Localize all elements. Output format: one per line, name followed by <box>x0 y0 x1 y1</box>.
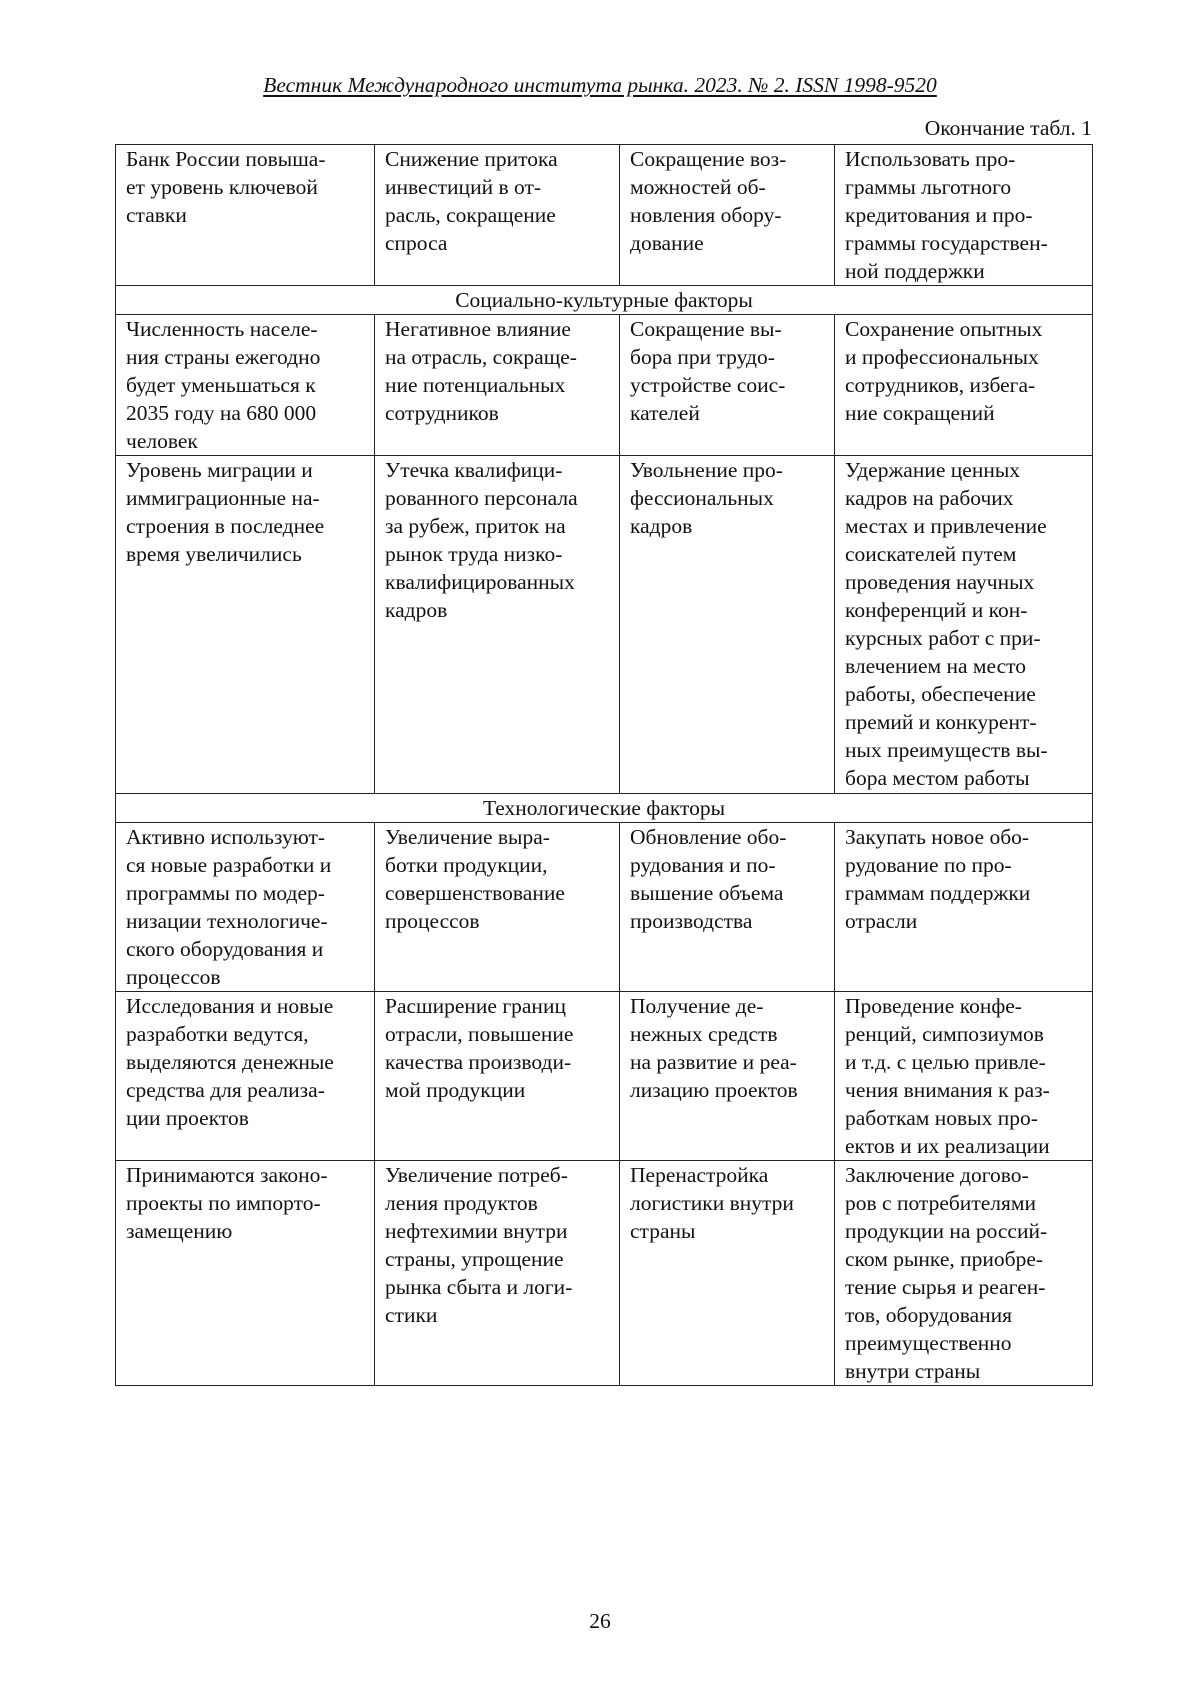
table-cell <box>620 315 835 456</box>
cell-text: Уровень миграции и иммиграционные на- строения в последнее время увеличились <box>126 458 325 566</box>
table-cell <box>835 1161 1093 1386</box>
section-row <box>116 794 1093 823</box>
cell-text: Сохранение опытных и профессиональных сотрудников, избега- ние сокращений <box>845 317 1043 425</box>
cell-text: Заключение догово- ров с потребителями продукции на россий- ском рынке, приобре- тение сырья и реаген- тов, оборудования преимущественно внутри страны <box>845 1163 1048 1383</box>
cell-text: Удержание ценных кадров на рабочих местах и привлечение соискателей путем проведения научных конференций и кон- курсных работ с при- влечением на место работы, обеспечение премий и конкурент- ных преимуществ вы- бора местом работы <box>845 458 1048 790</box>
cell-text: Перенастройка логистики внутри страны <box>630 1163 794 1243</box>
cell-text: Исследования и новые разработки ведутся, выделяются денежные средства для реализа- ции проектов <box>126 994 334 1130</box>
cell-text: Банк России повыша- ет уровень ключевой ставки <box>126 147 326 227</box>
table-cell <box>835 992 1093 1161</box>
table-cell <box>116 315 375 456</box>
cell-text: Увеличение выра- ботки продукции, совершенствование процессов <box>385 825 565 933</box>
table-cell <box>375 823 620 992</box>
cell-text: Увеличение потреб- ления продуктов нефтехимии внутри страны, упрощение рынка сбыта и логи- стики <box>385 1163 573 1327</box>
page-number: 26 <box>589 1609 611 1633</box>
cell-text: Снижение притока инвестиций в от- расль, сокращение спроса <box>385 147 558 255</box>
table-cell <box>620 456 835 794</box>
table-cell <box>116 145 375 286</box>
cell-text: Сокращение воз- можностей об- новления обору- дование <box>630 147 787 255</box>
table-cell <box>375 456 620 794</box>
cell-text: Активно используют- ся новые разработки и программы по модер- низации технологиче- ского оборудования и процессов <box>126 825 332 989</box>
table-cell <box>620 1161 835 1386</box>
table-cell <box>116 823 375 992</box>
table-cell <box>375 992 620 1161</box>
journal-header: Вестник Международного института рынка. 2023. № 2. ISSN 1998-9520 <box>263 73 937 97</box>
section-heading-tech: Технологические факторы <box>116 794 1093 823</box>
cell-text: Увольнение про- фессиональных кадров <box>630 458 783 538</box>
table-row <box>116 145 1093 286</box>
table-cell <box>620 992 835 1161</box>
cell-text: Закупать новое обо- рудование по про- граммам поддержки отрасли <box>845 825 1031 933</box>
table-cell <box>835 315 1093 456</box>
cell-text: Негативное влияние на отрасль, сокраще- ние потенциальных сотрудников <box>385 317 577 425</box>
factors-table <box>115 144 1093 1386</box>
table-cell <box>375 1161 620 1386</box>
table-cell <box>116 992 375 1161</box>
table-row <box>116 456 1093 794</box>
table-cell <box>835 823 1093 992</box>
section-heading-social: Социально-культурные факторы <box>116 286 1093 315</box>
cell-text: Проведение конфе- ренций, симпозиумов и т.д. с целью привле- чения внимания к раз- работкам новых про- ектов и их реализации <box>845 994 1050 1158</box>
cell-text: Обновление обо- рудования и по- вышение объема производства <box>630 825 787 933</box>
cell-text: Использовать про- граммы льготного кредитования и про- граммы государствен- ной поддержки <box>845 147 1048 283</box>
table-row <box>116 823 1093 992</box>
table-cell <box>375 315 620 456</box>
table-cell <box>116 1161 375 1386</box>
cell-text: Получение де- нежных средств на развитие и реа- лизацию проектов <box>630 994 798 1102</box>
table-cell <box>620 823 835 992</box>
cell-text: Численность населе- ния страны ежегодно будет уменьшаться к 2035 году на 680 000 человек <box>126 317 321 453</box>
cell-text: Сокращение вы- бора при трудо- устройстве соис- кателей <box>630 317 786 425</box>
table-cell <box>620 145 835 286</box>
table-row <box>116 315 1093 456</box>
section-row <box>116 286 1093 315</box>
table-cell <box>116 456 375 794</box>
cell-text: Утечка квалифици- рованного персонала за рубеж, приток на рынок труда низко- квалифицированных кадров <box>385 458 578 622</box>
table-cell <box>835 456 1093 794</box>
table-row <box>116 1161 1093 1386</box>
cell-text: Расширение границ отрасли, повышение качества производи- мой продукции <box>385 994 574 1102</box>
table-caption: Окончание табл. 1 <box>924 116 1092 140</box>
table-row <box>116 992 1093 1161</box>
table-cell <box>375 145 620 286</box>
cell-text: Принимаются законо- проекты по импорто- замещению <box>126 1163 328 1243</box>
table-cell <box>835 145 1093 286</box>
